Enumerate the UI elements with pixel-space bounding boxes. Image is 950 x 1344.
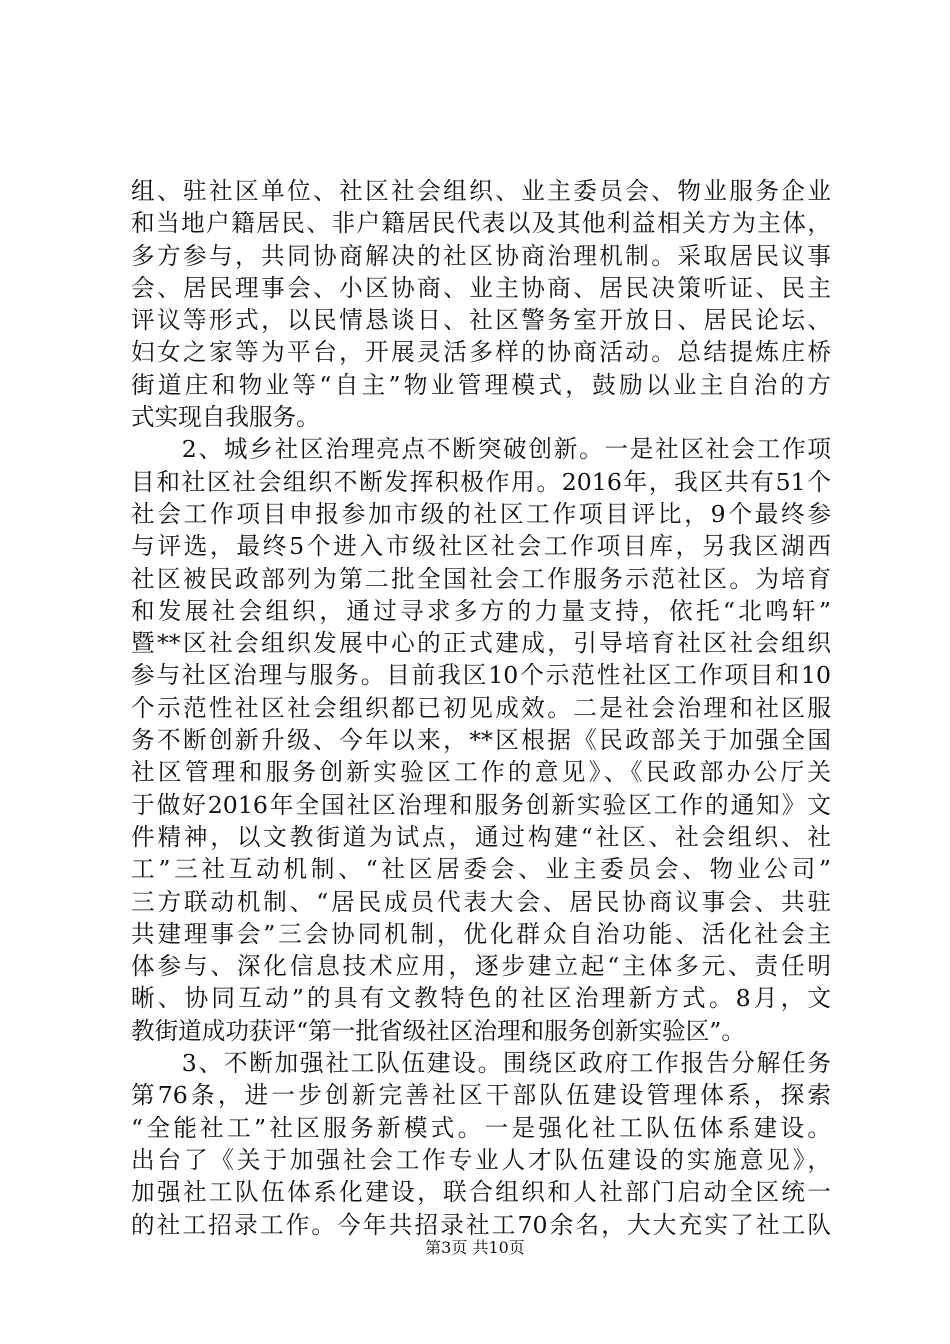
text-line: 工”三社互动机制、“社区居委会、业主委员会、物业公司” bbox=[131, 855, 831, 884]
text-line: “全能社工”社区服务新模式。一是强化社工队伍体系建设。 bbox=[131, 1113, 831, 1142]
text-line: 与评选，最终5个进入市级社区社会工作项目库，另我区湖西 bbox=[131, 532, 831, 561]
text-line: 和发展社会组织，通过寻求多方的力量支持，依托“北鸣轩” bbox=[131, 596, 831, 625]
text-line: 体参与、深化信息技术应用，逐步建立起“主体多元、责任明 bbox=[131, 952, 831, 981]
text-line: 第76条，进一步创新完善社区干部队伍建设管理体系，探索 bbox=[131, 1081, 831, 1110]
text-line: 社会工作项目申报参加市级的社区工作项目评比，9个最终参 bbox=[131, 499, 831, 528]
text-line: 3、不断加强社工队伍建设。围绕区政府工作报告分解任务 bbox=[131, 1049, 831, 1078]
text-line: 多方参与，共同协商解决的社区协商治理机制。采取居民议事 bbox=[131, 241, 831, 270]
text-line: 教街道成功获评“第一批省级社区治理和服务创新实验区”。 bbox=[131, 1016, 745, 1045]
text-line: 晰、协同互动”的具有文教特色的社区治理新方式。8月，文 bbox=[131, 984, 831, 1013]
text-line: 目和社区社会组织不断发挥积极作用。2016年，我区共有51个 bbox=[131, 467, 831, 496]
text-line: 的社工招录工作。今年共招录社工70余名，大大充实了社工队 bbox=[131, 1210, 831, 1239]
text-line: 社区管理和服务创新实验区工作的意见》、《民政部办公厅关 bbox=[131, 758, 831, 787]
document-body bbox=[131, 175, 831, 1241]
text-line: 出台了《关于加强社会工作专业人才队伍建设的实施意见》， bbox=[131, 1145, 831, 1174]
text-line: 个示范性社区社会组织都已初见成效。二是社会治理和社区服 bbox=[131, 693, 831, 722]
text-line: 社区被民政部列为第二批全国社会工作服务示范社区。为培育 bbox=[131, 564, 831, 593]
text-line: 式实现自我服务。 bbox=[131, 403, 320, 432]
text-line: 于做好2016年全国社区治理和服务创新实验区工作的通知》文 bbox=[131, 790, 831, 819]
text-line: 和当地户籍居民、非户籍居民代表以及其他利益相关方为主体， bbox=[131, 209, 831, 238]
text-line: 三方联动机制、“居民成员代表大会、居民协商议事会、共驻 bbox=[131, 887, 831, 916]
text-line: 评议等形式，以民情恳谈日、社区警务室开放日、居民论坛、 bbox=[131, 306, 831, 335]
text-line: 2、城乡社区治理亮点不断突破创新。一是社区社会工作项 bbox=[131, 435, 831, 464]
text-line: 件精神，以文教街道为试点，通过构建“社区、社会组织、社 bbox=[131, 822, 831, 851]
text-line: 会、居民理事会、小区协商、业主协商、居民决策听证、民主 bbox=[131, 273, 831, 302]
text-line: 街道庄和物业等“自主”物业管理模式，鼓励以业主自治的方 bbox=[131, 370, 831, 399]
text-line: 加强社工队伍体系化建设，联合组织和人社部门启动全区统一 bbox=[131, 1178, 831, 1207]
text-line: 组、驻社区单位、社区社会组织、业主委员会、物业服务企业 bbox=[131, 177, 831, 205]
text-line: 妇女之家等为平台，开展灵活多样的协商活动。总结提炼庄桥 bbox=[131, 338, 831, 367]
text-line: 务不断创新升级、今年以来，**区根据《民政部关于加强全国 bbox=[131, 726, 831, 755]
text-line: 参与社区治理与服务。目前我区10个示范性社区工作项目和10 bbox=[131, 661, 831, 690]
text-line: 暨**区社会组织发展中心的正式建成，引导培育社区社会组织 bbox=[131, 629, 831, 658]
page-footer: 第3页 共10页 bbox=[425, 1238, 525, 1257]
text-line: 共建理事会”三会协同机制，优化群众自治功能、活化社会主 bbox=[131, 919, 831, 948]
